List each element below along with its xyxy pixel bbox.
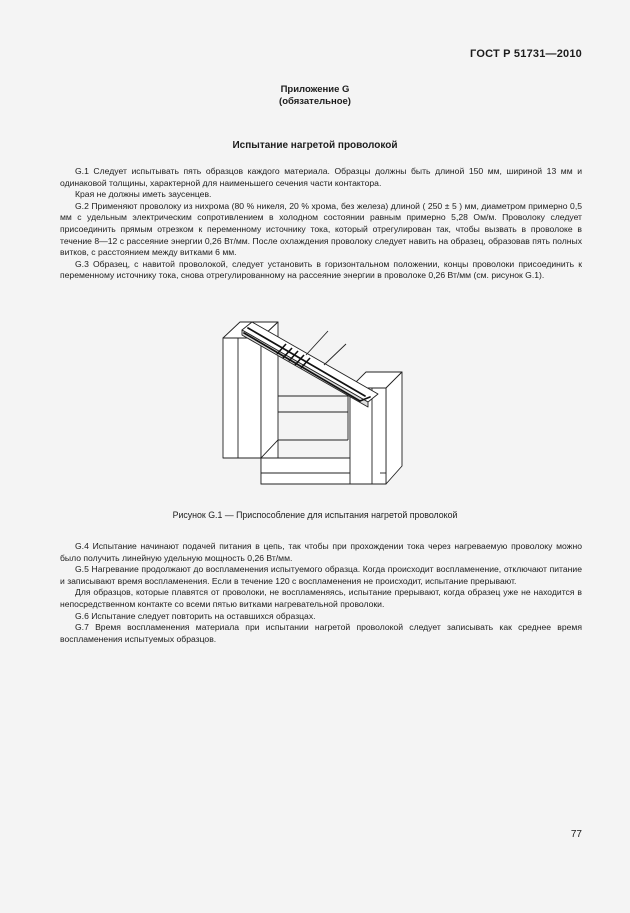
appendix-title: Приложение G (280, 84, 350, 95)
paragraph-melting: Для образцов, которые плавятся от проволоки, не воспламеняясь, испытание прерывают, когда образец уже не находится в непосредственном контакте со всеми пятью витками нагревательной проволоки. (60, 587, 582, 609)
paragraph-g3: G.3 Образец, с навитой проволокой, следует установить в горизонтальном положении, концы проволоки присоединить к переменному источнику тока, снова отрегулированному на рассеяние энергии в проволоке 0,26 Вт/мм (см. рисунок G.1). (60, 258, 582, 281)
section-title: Испытание нагретой проволокой (232, 140, 398, 151)
standard-code: ГОСТ Р 51731—2010 (470, 48, 582, 60)
paragraph-g1: G.1 Следует испытывать пять образцов каждого материала. Образцы должны быть длиной 150 мм, шириной 13 мм и одинаковой толщины, характерной для наименьшего сечения части контактора. (60, 166, 582, 188)
test-fixture-drawing (220, 308, 410, 498)
page-number: 77 (570, 829, 582, 840)
text-block-top (60, 166, 582, 282)
paragraph-edges: Края не должны иметь заусенцев. (75, 189, 212, 200)
paragraph-g4: G.4 Испытание начинают подачей питания в цепь, так чтобы при прохождении тока через нагреваемую проволоку можно было получить линейную удельную мощность 0,26 Вт/мм. (60, 541, 582, 563)
figure-caption: Рисунок G.1 — Приспособление для испытания нагретой проволокой (172, 510, 458, 520)
paragraph-g7: G.7 Время воспламенения материала при испытании нагретой проволокой следует записывать как среднее время воспламенения испытуемых образцов. (60, 622, 582, 644)
appendix-heading (0, 84, 630, 108)
appendix-note: (обязательное) (279, 96, 351, 107)
paragraph-g2: G.2 Применяют проволоку из нихрома (80 % никеля, 20 % хрома, без железа) длиной ( 250 ± 5 ) мм, диаметром примерно 0,5 мм с удельным электрическим сопротивлением в холодном состоянии равным примерно 5,28 Ом/м. Проволоку следует присоединить прямым отрезком к переменному источнику тока, который отрегулирован так, чтобы вызвать в проволоке в течение 8—12 с рассеяние энергии 0,26 Вт/мм. После охлаждения проволоку следует навить на образец, образовав пять полных витков, с расстоянием между витками 6 мм. (60, 200, 582, 258)
figure-test-fixture (220, 308, 410, 498)
paragraph-g6: G.6 Испытание следует повторить на оставшихся образцах. (75, 610, 316, 621)
paragraph-g5: G.5 Нагревание продолжают до воспламенения испытуемого образца. Когда происходит воспламенение, отключают питание и записывают время воспламенения. Если в течение 120 с воспламенения не происходит, испытание прерывают. (60, 564, 582, 586)
text-block-bottom (60, 541, 582, 645)
